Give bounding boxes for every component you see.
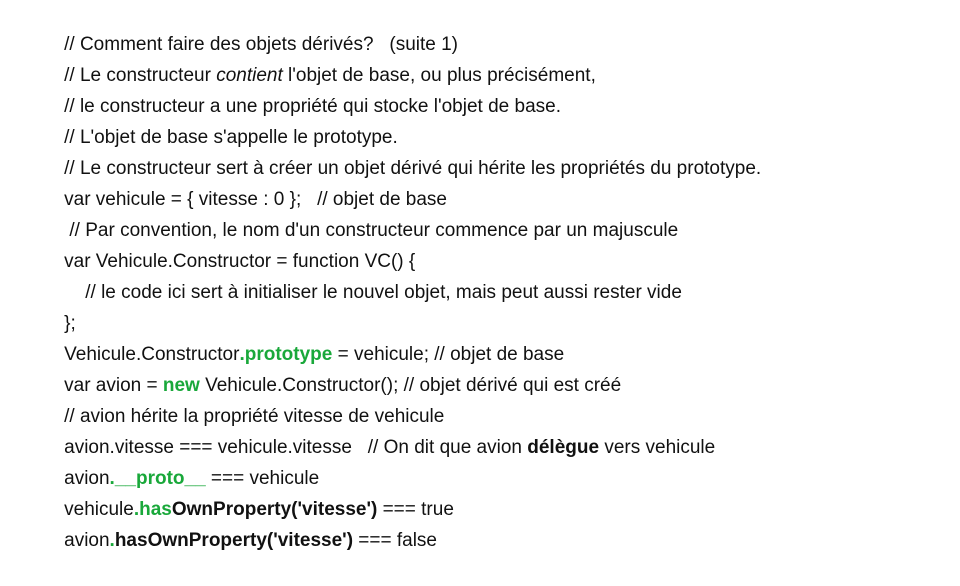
keyword-highlight: .has [133,499,172,520]
code-line [43,341,622,396]
keyword-highlight: .__proto__ [109,468,206,489]
code-line [43,186,679,241]
code-line [43,279,76,334]
code-line [43,434,320,489]
keyword-highlight: new [162,375,200,396]
code-line [43,372,445,427]
line-text: = vehicule; // objet de base [332,344,565,365]
code-line [43,310,565,365]
line-text: avion [64,468,110,489]
line-text: var vehicule = { vitesse : 0 }; // objet de base [64,189,447,210]
line-text: === vehicule [205,468,320,489]
line-text: }; [64,313,76,334]
keyword-highlight: . [109,530,115,551]
code-line [43,217,416,272]
bold-word: Property('vitesse') [213,499,378,520]
italic-word: contient [216,65,283,86]
line-text: // le code ici sert à initialiser le nouvel objet, mais peut aussi rester vide [64,282,682,303]
bold-word: Own [171,499,214,520]
line-text: // Par convention, le nom d'un constructeur commence par un majuscule [64,220,679,241]
bold-word: Own [147,530,189,551]
line-text: Vehicule.Constructor [64,344,240,365]
code-line [43,31,596,86]
line-text: === false [353,530,437,551]
code-line [43,93,398,148]
code-line [43,62,561,117]
code-line [43,496,437,551]
line-text: // Le constructeur sert à créer un objet dérivé qui hérite les propriétés du prototype. [64,158,762,179]
code-line [43,124,762,179]
line-text: // Comment faire des objets dérivés? (suite 1) [64,34,459,55]
line-text: // L'objet de base s'appelle le prototype. [64,127,398,148]
keyword-highlight: .prototype [239,344,333,365]
code-line [43,0,459,55]
line-text: // le constructeur a une propriété qui stocke l'objet de base. [64,96,561,117]
line-text: avion.vitesse === vehicule.vitesse // On dit que avion [64,437,528,458]
line-text: Vehicule.Constructor(); // objet dérivé qui est créé [199,375,622,396]
line-text: var Vehicule.Constructor = function VC() { [64,251,416,272]
line-text: l'objet de base, ou plus précisément, [282,65,596,86]
code-line [43,155,447,210]
line-text: // Le constructeur [64,65,217,86]
bold-word: Property('vitesse') [188,530,354,551]
code-slide [43,0,943,551]
line-text: vers vehicule [599,437,716,458]
code-line [43,465,454,520]
bold-word: has [114,530,148,551]
line-text: var avion = [64,375,163,396]
bold-word: délègue [527,437,600,458]
line-text: vehicule [64,499,134,520]
code-line [43,248,682,303]
line-text: === true [377,499,454,520]
line-text: avion [64,530,110,551]
line-text: // avion hérite la propriété vitesse de vehicule [64,406,445,427]
code-line [43,403,716,458]
